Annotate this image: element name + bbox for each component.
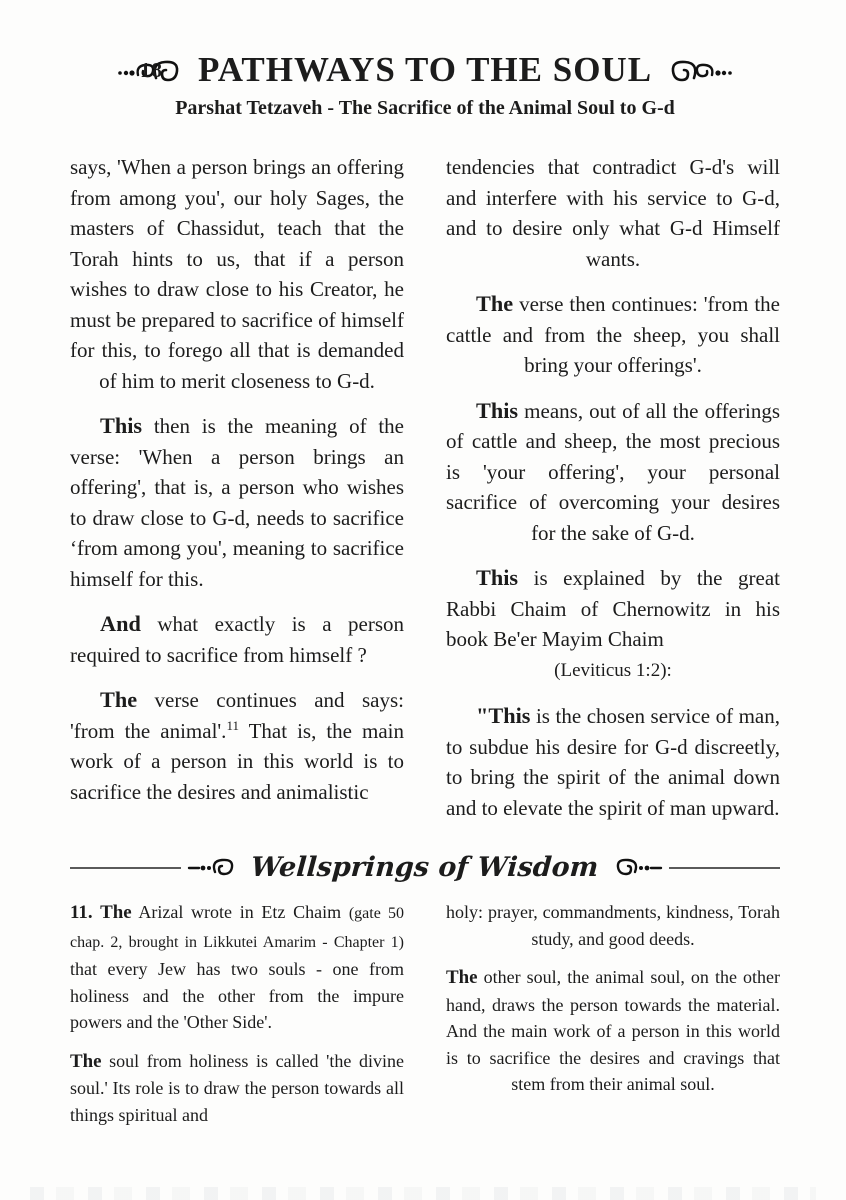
chapter-subtitle: Parshat Tetzaveh - The Sacrifice of the Animal Soul to G-d — [175, 97, 675, 119]
footnotes-section — [70, 899, 780, 1140]
footnote-paragraph: The other soul, the animal soul, on the other hand, draws the person towards the material. And the main work of a person in this world is to sacrifice the desires and cravings that stem from their animal soul. — [446, 967, 780, 1094]
book-title: PATHWAYS TO THE SOUL — [197, 50, 653, 89]
page-bottom-bleed-strip — [30, 1187, 816, 1200]
footnote-column-left — [70, 899, 404, 1140]
lead-word: This — [476, 565, 519, 590]
paragraph: tendencies that contradict G-d's will and interfere with his service to G-d, and to desire only what G-d Himself wants. — [446, 155, 780, 271]
title-row — [70, 50, 780, 90]
lead-word: And — [100, 611, 141, 636]
paragraph: The verse then continues: 'from the cattle and from the sheep, you shall bring your offerings'. — [446, 291, 781, 377]
divider-rule-left — [70, 867, 181, 869]
footnote-paragraph: holy: prayer, commandments, kindness, Torah study, and good deeds. — [446, 902, 780, 949]
lead-word: The — [100, 687, 138, 712]
open-quote: " — [476, 703, 489, 728]
paragraph: This is explained by the great Rabbi Chaim of Chernowitz in his book Be'er Mayim Chaim (Leviticus 1:2): — [446, 563, 780, 686]
lead-word: The — [446, 967, 478, 988]
paragraph: says, 'When a person brings an offering from among you', our holy Sages, the masters of Chassidut, teach that the Torah hints to us, that if a person wishes to draw close to his Creator, he must be prepared to sacrifice of himself for this, to forego all that is demanded of him to merit closeness to G-d. — [70, 155, 404, 393]
footnote-source-small: (gate 50 chap. 2, brought in Likkutei Amarim - Chapter 1) — [70, 905, 405, 951]
lead-word: This — [488, 703, 531, 728]
lead-word: This — [476, 397, 519, 423]
paragraph: This means, out of all the offerings of cattle and sheep, the most precious is 'your offering', your personal sacrifice of overcoming your desires for the sake of G-d. — [446, 397, 780, 545]
lead-word: The — [70, 1050, 102, 1072]
footnote-number-lead: 11. The — [70, 902, 132, 923]
footnote-paragraph: 11. The Arizal wrote in Etz Chaim (gate 50 chap. 2, brought in Likkutei Amarim - Chapter 1) that every Jew has two souls - one from holiness and the other from the impure powers and the 'Other Side'. — [70, 902, 405, 1032]
lead-word: The — [476, 291, 514, 316]
wellsprings-title: Wellsprings of Wisdom — [250, 852, 600, 883]
page-number: 18 — [140, 58, 163, 82]
footnote-divider — [70, 852, 780, 883]
paragraph: This then is the meaning of the verse: 'When a person brings an offering', that is, a person who wishes to draw close to G-d, needs to sacrifice ‘from among you', meaning to sacrifice himself for this. — [70, 413, 405, 591]
paragraph: And what exactly is a person required to sacrifice from himself ? — [70, 611, 404, 667]
divider-rule-right — [669, 867, 780, 869]
body-column-right — [446, 152, 780, 838]
body-columns — [70, 152, 780, 838]
paragraph: The verse continues and says: 'from the animal'.$^{11}$ That is, the main work of a person in this world is to sacrifice the desires and animalistic — [70, 687, 404, 804]
footnote-column-right — [446, 899, 780, 1140]
divider-flourish-right-icon — [609, 857, 663, 879]
source-citation: (Leviticus 1:2): — [554, 659, 672, 681]
footnote-reference: 11 — [226, 717, 239, 733]
divider-flourish-left-icon — [187, 857, 241, 879]
quote-paragraph: "This is the chosen service of man, to subdue his desire for G-d discreetly, to bring the spirit of the animal down and to elevate the spirit of man upward. — [446, 703, 781, 820]
footnote-paragraph: The soul from holiness is called 'the divine soul.' Its role is to draw the person towards all things spiritual and — [70, 1050, 405, 1125]
body-column-left — [70, 152, 404, 838]
lead-word: This — [100, 413, 143, 438]
scroll-flourish-right-icon — [662, 56, 734, 84]
page-header — [70, 0, 780, 120]
